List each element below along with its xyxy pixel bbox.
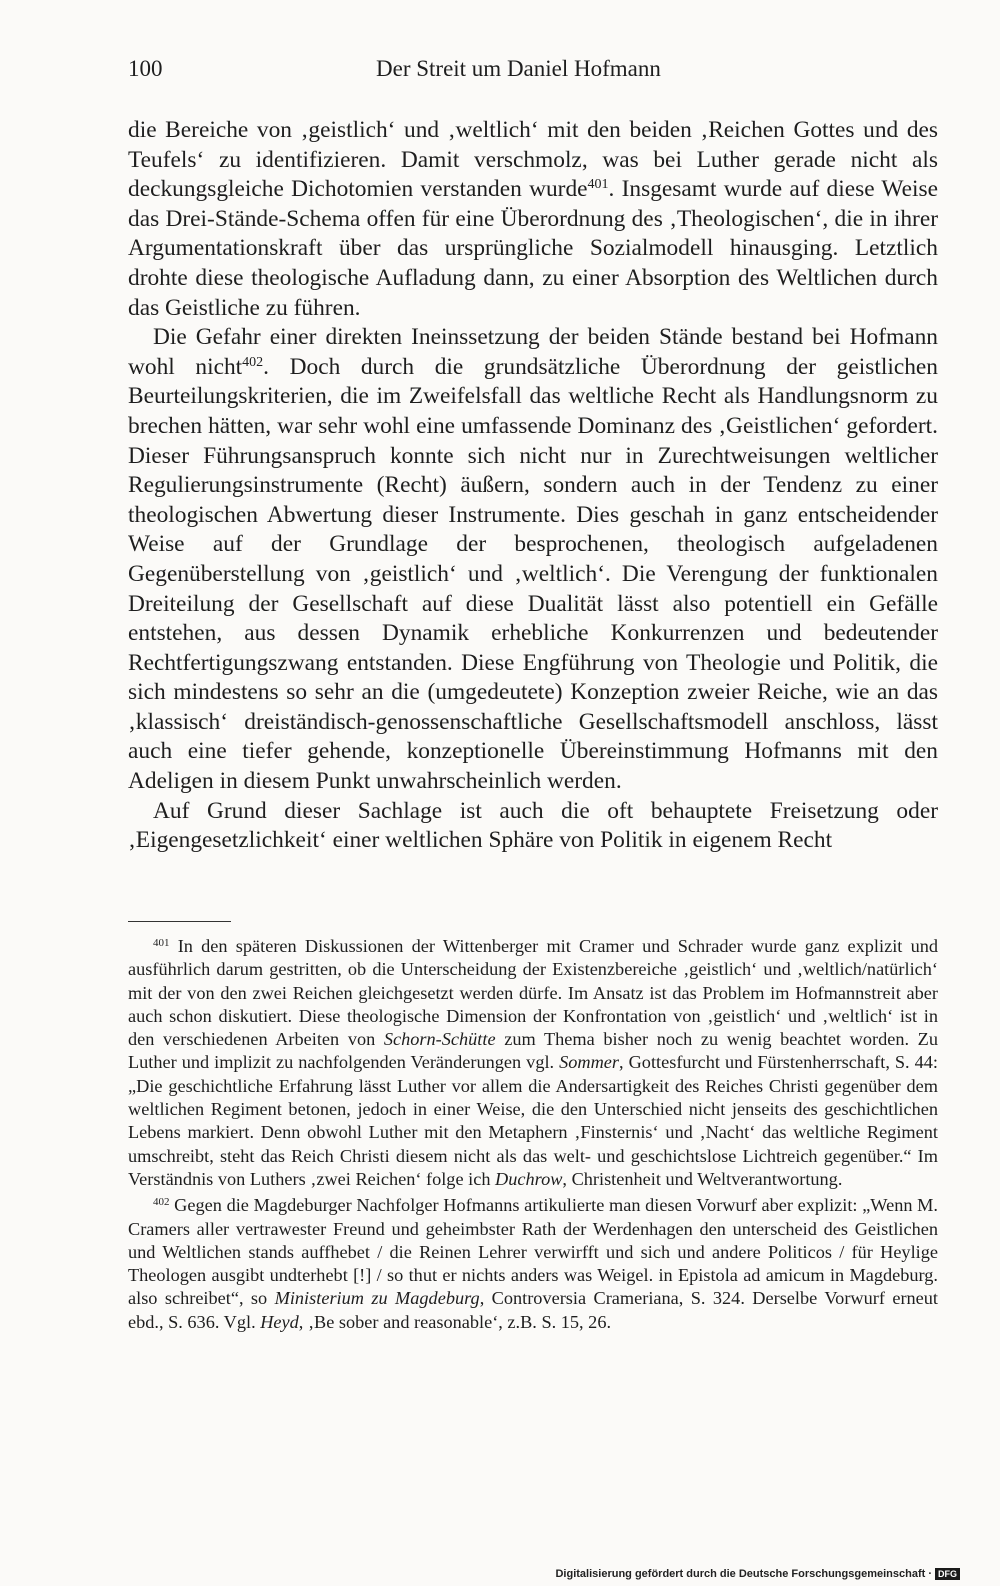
- dfg-logo-icon: DFG: [935, 1568, 960, 1580]
- footnote-402-author-2: Heyd: [260, 1311, 299, 1332]
- footnote-401-text-1: In den späteren Diskussionen der Wittenberger mit Cramer und Schrader wurde ganz explizit und ausführlich darum gestritten, ob die Unterscheidung der Existenzbereiche ‚geistlich‘ und ‚weltlich/natürlich‘ mit der von den zwei Reichen gleichgesetzt werden dürfe. Im Ansatz ist das Problem im Hofmannstreit aber auch schon diskutiert. Diese theologische Dimension der Konfrontation von ‚geistlich‘ und ‚weltlich‘ ist in den verschiedenen Arbeiten von: [128, 936, 938, 1050]
- footnote-401-text-2: zum Thema bisher noch zu wenig beachtet worden. Zu Luther und implizit zu nachfolgenden Veränderungen vgl.: [128, 1029, 938, 1073]
- running-title: Der Streit um Daniel Hofmann: [376, 56, 661, 81]
- paragraph-3: Auf Grund dieser Sachlage ist auch die oft behauptete Freisetzung oder ‚Eigengesetzlichkeit‘ einer weltlichen Sphäre von Politik in eigenem Recht: [128, 797, 938, 854]
- footnote-divider: [128, 921, 231, 922]
- footnote-401: [128, 932, 938, 1191]
- footnote-402-text-1: Gegen die Magdeburger Nachfolger Hofmanns artikulierte man diesen Vorwurf aber explizit: „Wenn M. Cramers aller vertrawester Freund und geheimbster Rath der Werdenhagen den unterscheid des Geistlichen und Weltlichen stands auffhebet / die Reinen Lehrer verwirfft und sich und andere Politicos / für Heylige Theologen ausgibt undterhebt [!] / so thut er nichts anders was Weigel. in Epistola ad amicum in Magdeburg. also schreibet“, so: [128, 1195, 938, 1309]
- footnote-402: [128, 1191, 938, 1334]
- footnote-401-author-3: Duchrow: [495, 1168, 563, 1189]
- paragraph-1-text-a: die Bereiche von ‚geistlich‘ und ‚weltlich‘ mit den beiden ‚Reichen Gottes und des Teufels‘ zu identifizieren. Damit verschmolz, was bei Luther gerade nicht als deckungsgleiche Dichotomien verstanden wurde: [128, 117, 938, 203]
- paragraph-1-text-b: . Insgesamt wurde auf diese Weise das Drei-Stände-Schema offen für eine Überordnung des ‚Theologischen‘, die in ihrer Argumentationskraft über das ursprüngliche Sozialmodell hinausging. Letztlich drohte diese theologische Aufladung dann, zu einer Absorption des Weltlichen durch das Geistliche zu führen.: [128, 176, 938, 321]
- main-text: [128, 116, 938, 856]
- paragraph-2-text-b: . Doch durch die grundsätzliche Überordnung der geistlichen Beurteilungskriterien, die im Zweifelsfall das weltliche Recht als Handlungsnorm zu brechen hätten, war sehr wohl eine umfassende Dominanz des ‚Geistlichen‘ gefordert. Dieser Führungsanspruch konnte sich nicht nur in Zurechtweisungen weltlicher Regulierungsinstrumente (Recht) äußern, sondern auch in der Tendenz zu einer theologischen Abwertung dieser Instrumente. Dies geschah in ganz entscheidender Weise auf der Grundlage der besprochenen, theologisch aufgeladenen Gegenüberstellung von ‚geistlich‘ und ‚weltlich‘. Die Verengung der funktionalen Dreiteilung der Gesellschaft auf diese Dualität lässt also potentiell ein Gefälle entstehen, aus dessen Dynamik erhebliche Konkurrenzen und bedeutender Rechtfertigungszwang entstanden. Diese Engführung von Theologie und Politik, die sich mindestens so sehr an die (umgedeutete) Konzeption zweier Reiche, wie an das ‚klassisch‘ dreiständisch-genossenschaftliche Gesellschaftsmodell anschloss, lässt auch eine tiefer gehende, konzeptionelle Übereinstimmung Hofmanns mit den Adeligen in diesem Punkt unwahrscheinlich werden.: [128, 353, 938, 795]
- footnote-401-text-3: , Gottesfurcht und Fürstenherrschaft, S. 44: „Die geschichtliche Erfahrung lässt Luther vor allem die Andersartigkeit des Reiches Christi gegenüber dem weltlichen Regiment betonen, jedoch in einer Weise, die den Unterschied nicht jenseits des geschichtlichen Lebens markiert. Denn obwohl Luther mit den Metaphern ‚Finsternis‘ und ‚Nacht‘ das weltliche Regiment umschreibt, steht das Reich Christi diesem nicht als das welt- und geschichtslose Lichtreich gegenüber.“ Im Verständnis von Luthers ‚zwei Reichen‘ folge ich: [128, 1052, 938, 1189]
- paragraph-1: [128, 116, 938, 323]
- footnote-401-author-2: Sommer: [559, 1052, 620, 1073]
- footnote-401-text-4: , Christenheit und Weltverantwortung.: [562, 1168, 843, 1189]
- footnote-402-author-1: Ministerium zu Magdeburg: [274, 1288, 480, 1309]
- footnote-ref-402: 402: [242, 354, 264, 370]
- paragraph-2-text-a: Die Gefahr einer direkten Ineinssetzung der beiden Stände bestand bei Hofmann wohl nicht: [128, 324, 938, 380]
- paragraph-2: [128, 323, 938, 797]
- footnote-401-author-1: Schorn-Schütte: [383, 1029, 496, 1050]
- footnotes: [128, 932, 938, 1334]
- page-number: 100: [128, 56, 163, 81]
- dfg-funding-notice: [555, 1568, 960, 1580]
- page-header: [128, 56, 938, 92]
- dfg-funding-text: Digitalisierung gefördert durch die Deutsche Forschungsgemeinschaft ·: [555, 1568, 932, 1580]
- footnote-402-text-3: , ‚Be sober and reasonable‘, z.B. S. 15, 26.: [298, 1311, 612, 1332]
- footnote-401-mark: 401: [153, 937, 170, 949]
- footnote-ref-401: 401: [587, 177, 609, 193]
- footnote-402-mark: 402: [153, 1196, 170, 1209]
- footnote-402-text-2: , Controversia Crameriana, S. 324. Derselbe Vorwurf erneut ebd., S. 636. Vgl.: [128, 1288, 939, 1332]
